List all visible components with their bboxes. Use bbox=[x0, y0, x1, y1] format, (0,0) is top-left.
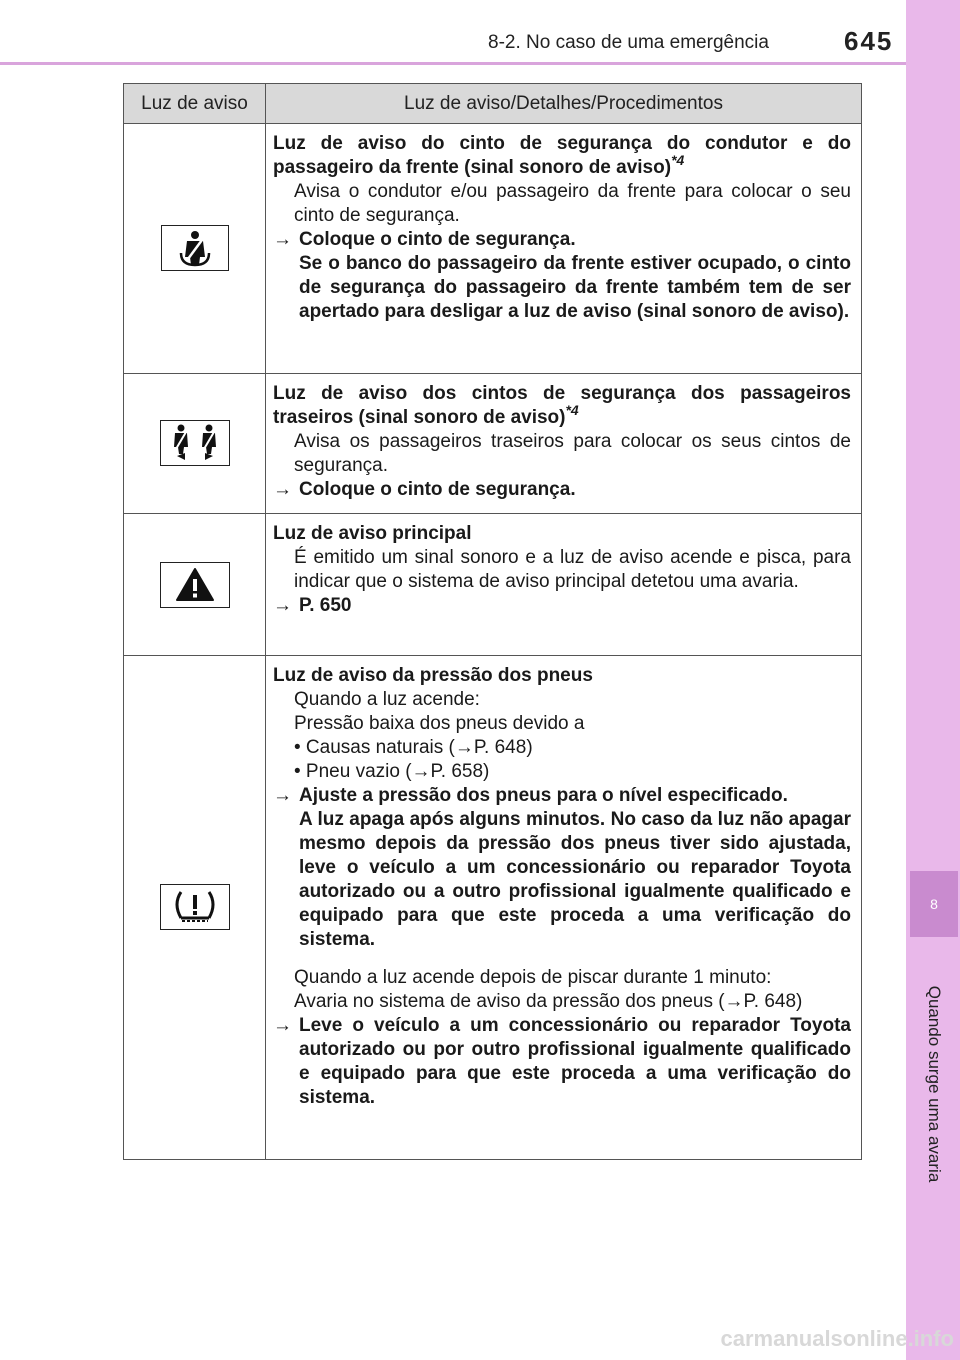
warning-description: É emitido um sinal sonoro e a luz de aviso acende e pisca, para indicar que o sistema de aviso principal detetou uma avaria. bbox=[294, 547, 851, 592]
procedure-detail: Se o banco do passageiro da frente estiver ocupado, o cinto de segurança do passageiro da frente também tem de ser apertado para desligar a luz de aviso (sinal sonoro de aviso). bbox=[299, 253, 851, 322]
procedure-step: → Ajuste a pressão dos pneus para o nível especificado. bbox=[273, 785, 788, 806]
condition-text: Quando a luz acende depois de piscar durante 1 minuto: bbox=[294, 967, 772, 988]
cause-intro: Pressão baixa dos pneus devido a bbox=[294, 713, 585, 734]
list-item: • Pneu vazio (→P. 658) bbox=[294, 761, 490, 782]
icon-cell bbox=[124, 124, 266, 374]
section-title: 8-2. No caso de uma emergência bbox=[488, 32, 769, 53]
warning-description: Avisa o condutor e/ou passageiro da frente para colocar o seu cinto de segurança. bbox=[294, 181, 851, 226]
chapter-title: Quando surge uma avaria bbox=[925, 985, 944, 1183]
list-item: • Causas naturais (→P. 648) bbox=[294, 737, 533, 758]
warning-lights-table bbox=[123, 83, 862, 1160]
warning-title: Luz de aviso do cinto de segurança do condutor e do passageiro da frente (sinal sonoro de aviso)$^{*4}$ bbox=[273, 133, 851, 178]
driver-seatbelt-warning-icon bbox=[161, 225, 229, 271]
procedure-step: → Coloque o cinto de segurança. bbox=[273, 229, 576, 250]
column-header-light: Luz de aviso bbox=[124, 84, 266, 124]
icon-cell bbox=[124, 374, 266, 514]
table-row bbox=[124, 124, 862, 374]
arrow-right-icon: → bbox=[273, 479, 292, 500]
page-header bbox=[0, 0, 906, 64]
arrow-right-icon: → bbox=[273, 1015, 292, 1036]
details-cell bbox=[266, 374, 862, 514]
page-reference: → P. 650 bbox=[273, 595, 352, 616]
details-cell bbox=[266, 124, 862, 374]
table-row bbox=[124, 374, 862, 514]
header-divider bbox=[0, 62, 906, 65]
page-number: 645 bbox=[844, 26, 894, 56]
table-row bbox=[124, 656, 862, 1160]
procedure-step: → Leve o veículo a um concessionário ou reparador Toyota autorizado ou por outro profissional igualmente qualificado e equipado para que este proceda a uma verificação do sistema. bbox=[273, 1015, 851, 1108]
rear-seatbelt-warning-icon bbox=[160, 420, 230, 466]
details-cell bbox=[266, 656, 862, 1160]
arrow-right-icon: → bbox=[273, 229, 292, 250]
icon-cell bbox=[124, 514, 266, 656]
condition-text: Quando a luz acende: bbox=[294, 689, 480, 710]
chapter-number: 8 bbox=[930, 896, 938, 912]
column-header-details: Luz de aviso/Detalhes/Procedimentos bbox=[266, 84, 862, 124]
warning-title: Luz de aviso da pressão dos pneus bbox=[273, 665, 593, 686]
chapter-number-badge bbox=[910, 871, 958, 937]
procedure-step: → Coloque o cinto de segurança. bbox=[273, 479, 576, 500]
watermark: carmanualsonline.info bbox=[720, 1326, 954, 1351]
tire-pressure-warning-icon bbox=[160, 884, 230, 930]
warning-title: Luz de aviso principal bbox=[273, 523, 472, 544]
warning-title: Luz de aviso dos cintos de segurança dos passageiros traseiros (sinal sonoro de aviso)$^{*4}$ bbox=[273, 383, 851, 428]
table-header-row bbox=[124, 84, 862, 124]
details-cell bbox=[266, 514, 862, 656]
cause-intro: Avaria no sistema de aviso da pressão dos pneus (→P. 648) bbox=[294, 991, 803, 1012]
icon-cell bbox=[124, 656, 266, 1160]
procedure-detail: A luz apaga após alguns minutos. No caso da luz não apagar mesmo depois da pressão dos pneus tiver sido ajustada, leve o veículo a um concessionário ou reparador Toyota autorizado ou a outro profissional igualmente qualificado e equipado para que este proceda a uma verificação do sistema. bbox=[299, 809, 851, 950]
arrow-right-icon: → bbox=[273, 595, 292, 616]
arrow-right-icon: → bbox=[273, 785, 292, 806]
table-row bbox=[124, 514, 862, 656]
warning-description: Avisa os passageiros traseiros para colocar os seus cintos de segurança. bbox=[294, 431, 851, 476]
master-warning-icon bbox=[160, 562, 230, 608]
